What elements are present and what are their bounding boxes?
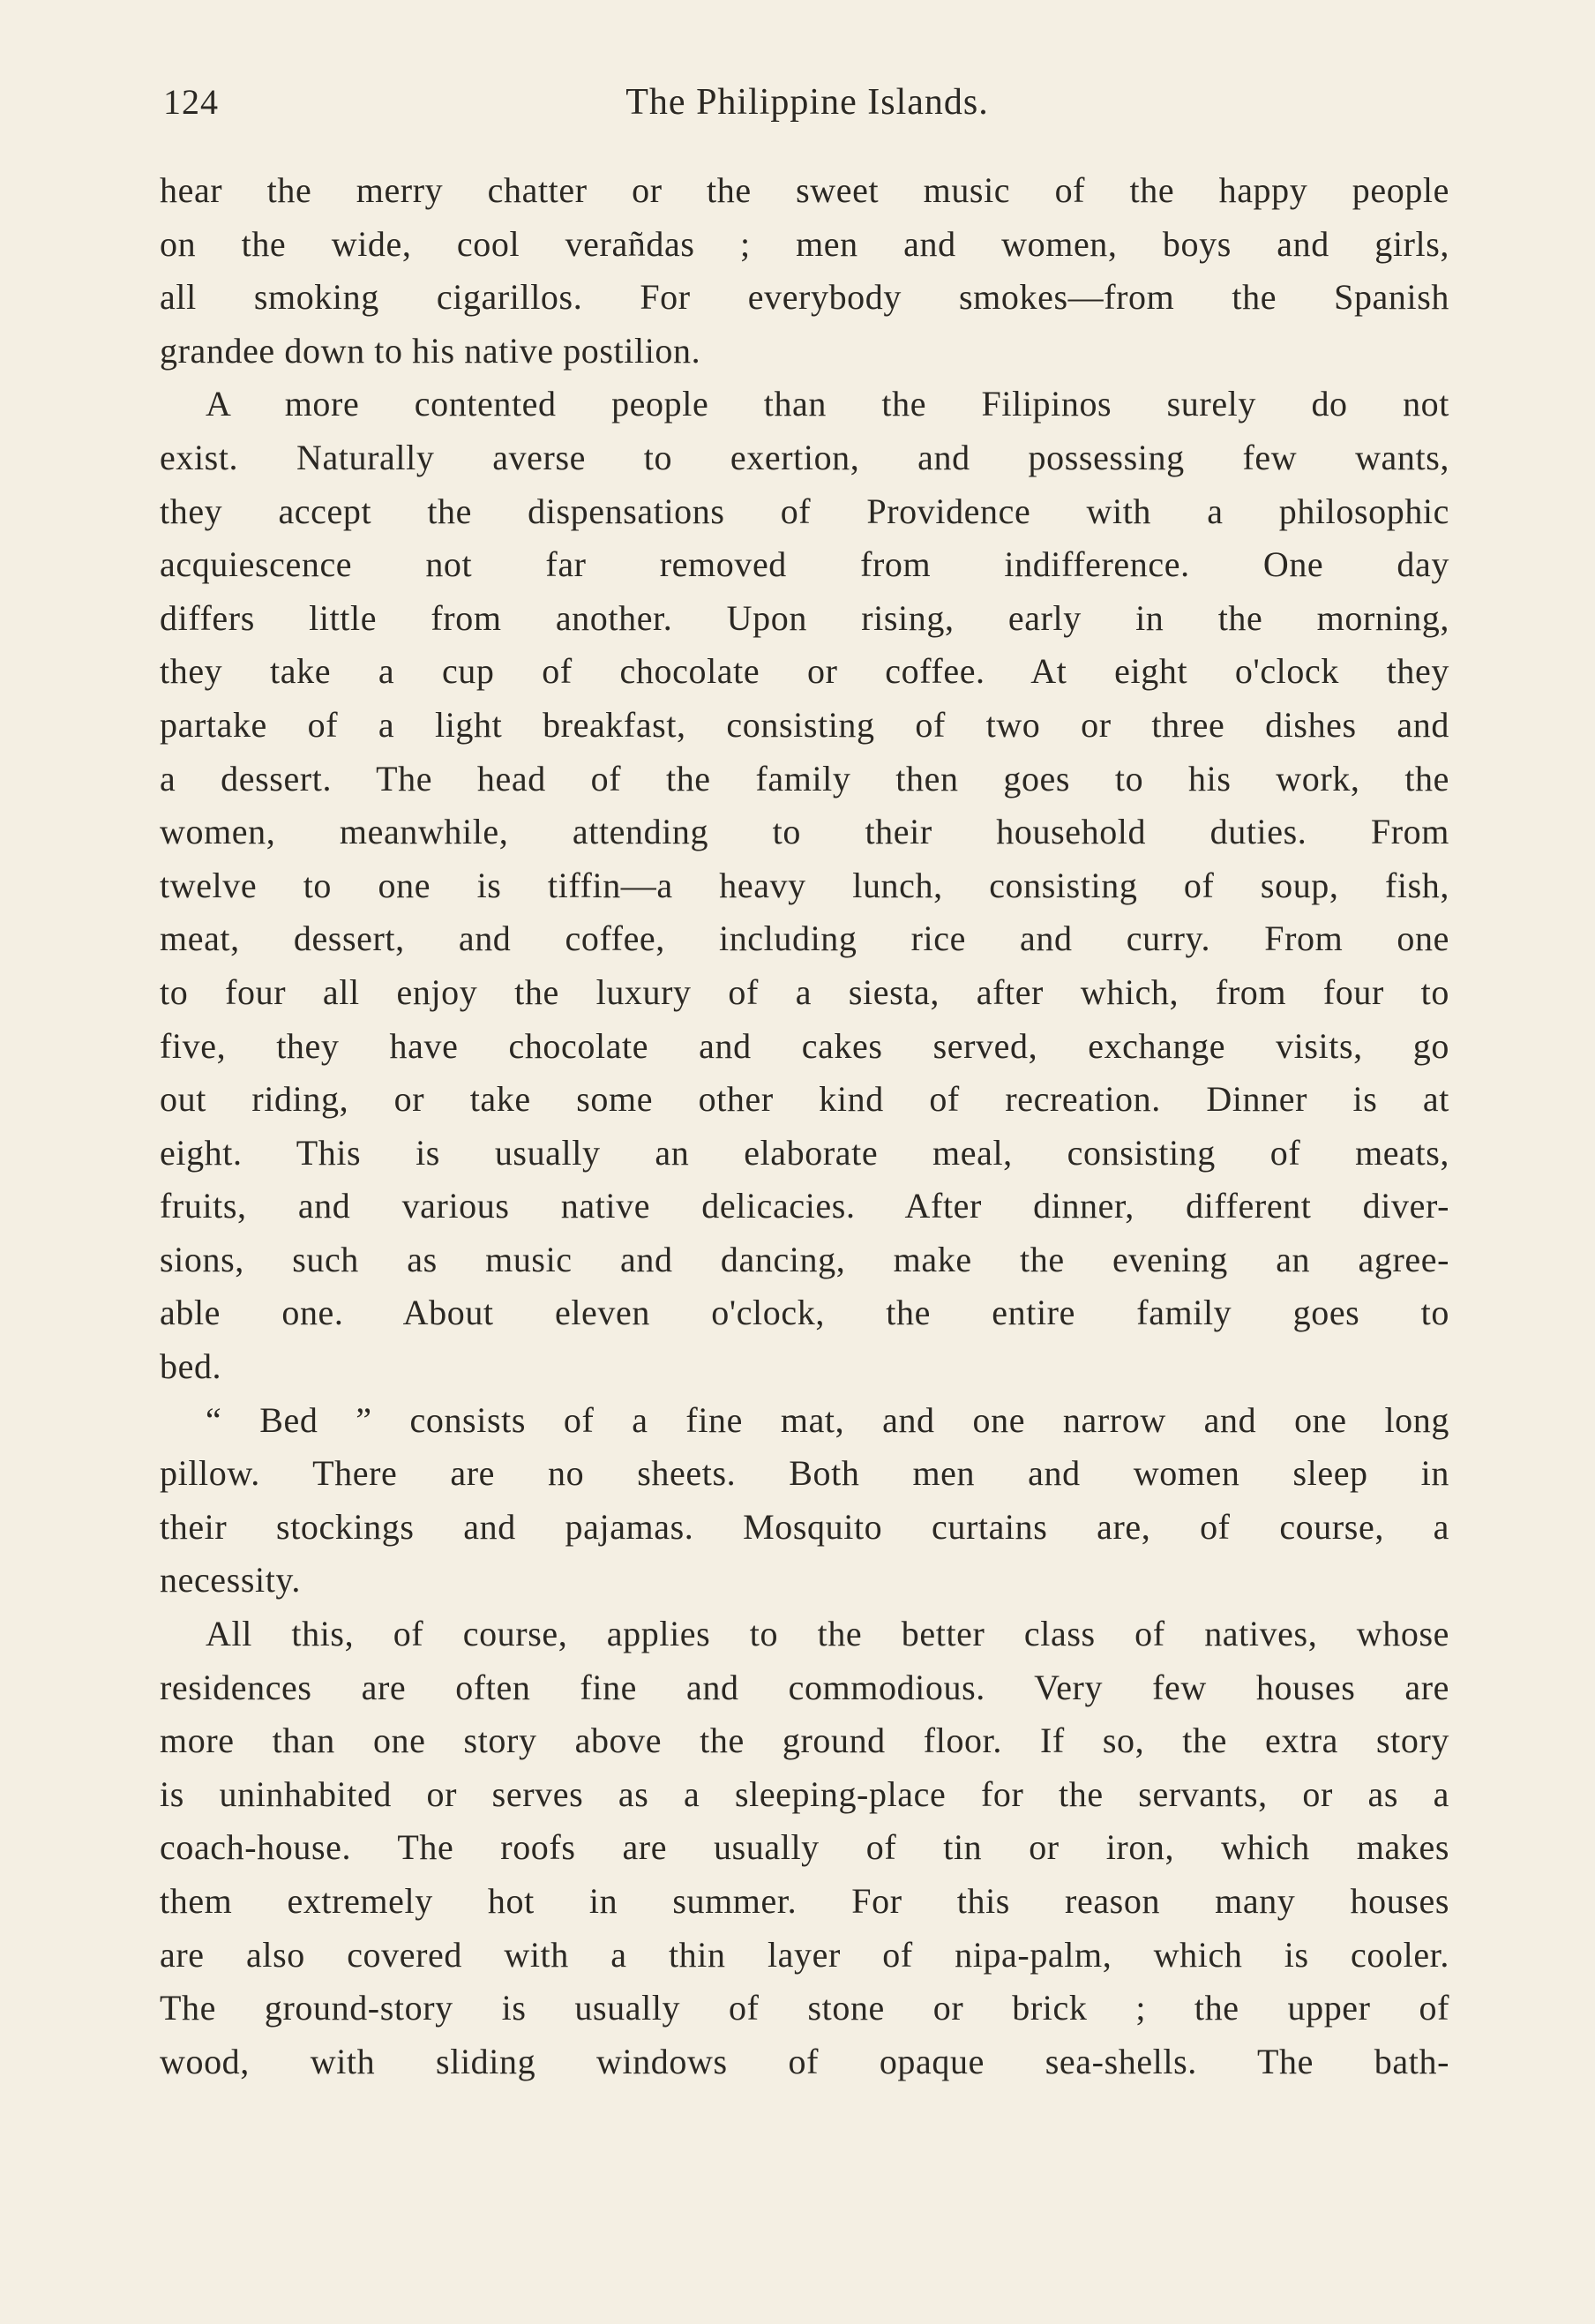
text-line: fruits, and various native delicacies. After dinner, different diver- bbox=[160, 1186, 1449, 1226]
text-line: on the wide, cool verañdas ; men and women, boys and girls, bbox=[160, 223, 1449, 264]
text-line: they take a cup of chocolate or coffee. At eight o'clock they bbox=[160, 651, 1449, 692]
text-line: them extremely hot in summer. For this reason many houses bbox=[160, 1881, 1449, 1921]
text-line: “ Bed ” consists of a fine mat, and one narrow and one long bbox=[206, 1399, 1449, 1440]
text-line: acquiescence not far removed from indifference. One day bbox=[160, 544, 1449, 585]
text-line: all smoking cigarillos. For everybody smokes—from the Spanish bbox=[160, 277, 1449, 318]
text-line: pillow. There are no sheets. Both men and women sleep in bbox=[160, 1453, 1449, 1494]
text-line: All this, of course, applies to the better class of natives, whose bbox=[206, 1614, 1449, 1654]
text-line: exist. Naturally averse to exertion, and possessing few wants, bbox=[160, 437, 1449, 477]
body-text bbox=[160, 164, 1449, 2088]
text-line: wood, with sliding windows of opaque sea-shells. The bath- bbox=[160, 2041, 1449, 2081]
running-head bbox=[163, 81, 1451, 134]
text-line: out riding, or take some other kind of recreation. Dinner is at bbox=[160, 1079, 1449, 1120]
text-line: coach-house. The roofs are usually of tin or iron, which makes bbox=[160, 1827, 1449, 1868]
text-line: is uninhabited or serves as a sleeping-place for the servants, or as a bbox=[160, 1773, 1449, 1814]
text-line: A more contented people than the Filipinos surely do not bbox=[206, 384, 1449, 424]
text-line: women, meanwhile, attending to their household duties. From bbox=[160, 812, 1449, 852]
text-line: five, they have chocolate and cakes served, exchange visits, go bbox=[160, 1025, 1449, 1066]
text-line: meat, dessert, and coffee, including rice and curry. From one bbox=[160, 918, 1449, 959]
text-line: sions, such as music and dancing, make the evening an agree- bbox=[160, 1239, 1449, 1279]
text-line: a dessert. The head of the family then goes to his work, the bbox=[160, 758, 1449, 798]
text-line: The ground-story is usually of stone or brick ; the upper of bbox=[160, 1988, 1449, 2028]
text-line: hear the merry chatter or the sweet music of the happy people bbox=[160, 170, 1449, 210]
text-line: differs little from another. Upon rising, early in the morning, bbox=[160, 597, 1449, 638]
text-line: partake of a light breakfast, consisting of two or three dishes and bbox=[160, 704, 1449, 745]
text-line: able one. About eleven o'clock, the entire family goes to bbox=[160, 1293, 1449, 1333]
text-line: more than one story above the ground floor. If so, the extra story bbox=[160, 1721, 1449, 1761]
text-line: they accept the dispensations of Providence with a philosophic bbox=[160, 491, 1449, 531]
text-line: twelve to one is tiffin—a heavy lunch, consisting of soup, fish, bbox=[160, 865, 1449, 905]
page-number: 124 bbox=[163, 82, 219, 122]
text-line: are also covered with a thin layer of nipa-palm, which is cooler. bbox=[160, 1934, 1449, 1975]
text-line: to four all enjoy the luxury of a siesta, after which, from four to bbox=[160, 971, 1449, 1012]
text-line: residences are often fine and commodious. Very few houses are bbox=[160, 1667, 1449, 1707]
text-line: their stockings and pajamas. Mosquito curtains are, of course, a bbox=[160, 1506, 1449, 1547]
running-title: The Philippine Islands. bbox=[625, 82, 989, 123]
text-line: eight. This is usually an elaborate meal, consisting of meats, bbox=[160, 1132, 1449, 1173]
text-line: grandee down to his native postilion. bbox=[160, 330, 701, 371]
text-line: bed. bbox=[160, 1346, 222, 1387]
text-line: necessity. bbox=[160, 1560, 302, 1601]
